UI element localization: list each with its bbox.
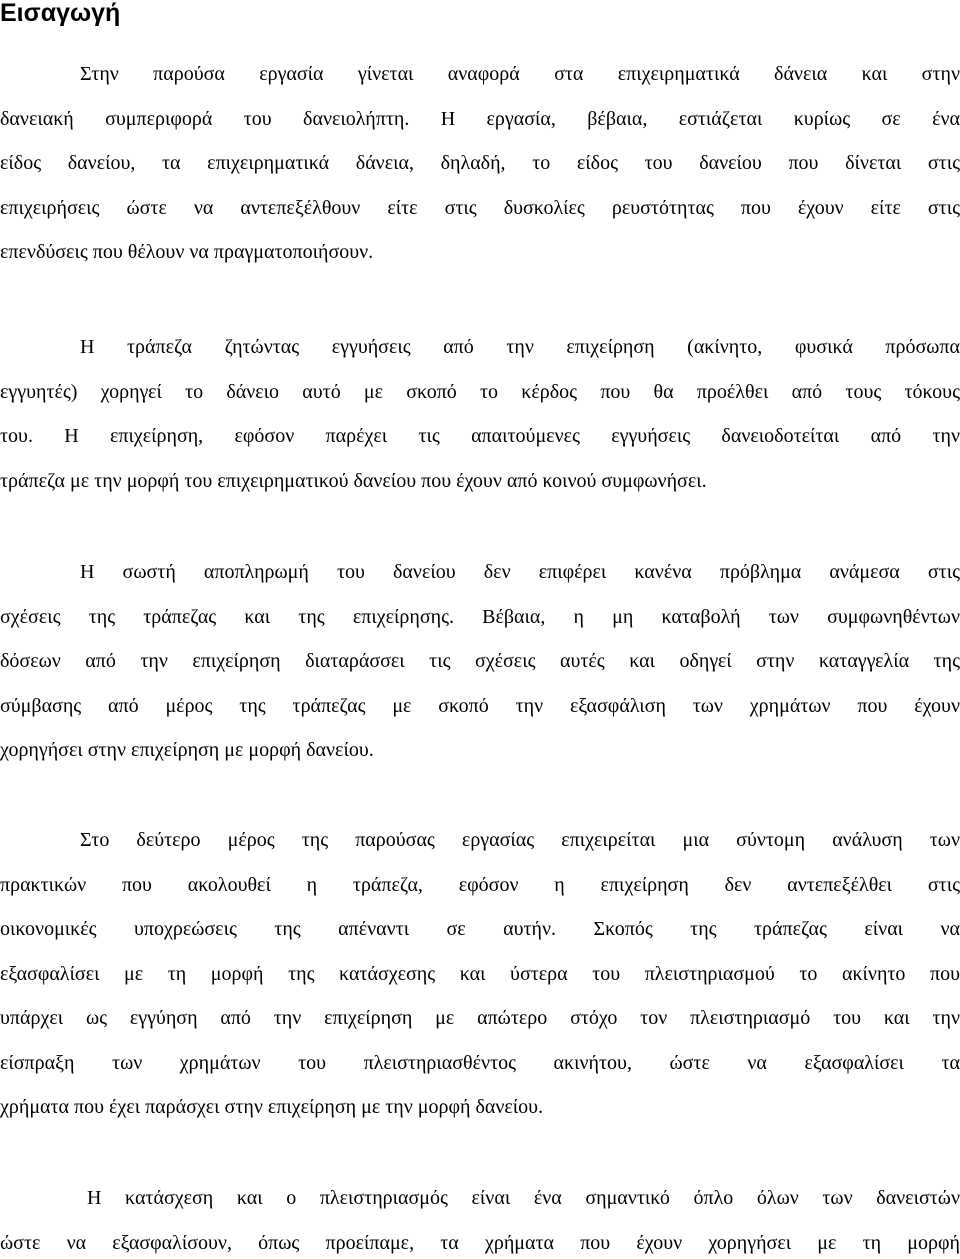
paragraph-3 (0, 550, 960, 773)
paragraph-5 (0, 1176, 960, 1259)
paragraph-4 (0, 818, 960, 1130)
text-line: ώστε να εξασφαλίσουν, όπως προείπαμε, τα χρήματα που έχουν χορηγήσει με τη μορφή (0, 1231, 960, 1254)
text-line: Στην παρούσα εργασία γίνεται αναφορά στα επιχειρηματικά δάνεια και στην (80, 63, 960, 85)
text-line: Η κατάσχεση και ο πλειστηριασμός είναι ένα σημαντικό όπλο όλων των δανειστών (87, 1187, 960, 1209)
text-line: του. Η επιχείρηση, εφόσον παρέχει τις απαιτούμενες εγγυήσεις δανειοδοτείται από την (0, 425, 960, 447)
text-line: οικονομικές υποχρεώσεις της απέναντι σε αυτήν. Σκοπός της τράπεζας είναι να (0, 918, 960, 940)
text-line: επιχειρήσεις ώστε να αντεπεξέλθουν είτε στις δυσκολίες ρευστότητας που έχουν είτε στις (0, 196, 960, 219)
text-line: σύμβασης από μέρος της τράπεζας με σκοπό την εξασφάλιση των χρημάτων που έχουν (0, 694, 960, 717)
text-line: πρακτικών που ακολουθεί η τράπεζα, εφόσον η επιχείρηση δεν αντεπεξέλθει στις (0, 873, 960, 896)
text-line: επενδύσεις που θέλουν να πραγματοποιήσουν. (0, 241, 374, 263)
section-heading: Εισαγωγή (0, 0, 121, 27)
text-line: είδος δανείου, τα επιχειρηματικά δάνεια, δηλαδή, το είδος του δανείου που δίνεται στις (0, 152, 960, 174)
paragraph-2 (0, 325, 960, 503)
paragraph-1 (0, 52, 960, 275)
text-line: χορηγήσει στην επιχείρηση με μορφή δανείου. (0, 739, 374, 761)
text-line: υπάρχει ως εγγύηση από την επιχείρηση με απώτερο στόχο τον πλειστηριασμό του και την (0, 1007, 960, 1029)
text-line: Στο δεύτερο μέρος της παρούσας εργασίας επιχειρείται μια σύντομη ανάλυση των (80, 829, 960, 851)
text-line: δόσεων από την επιχείρηση διαταράσσει τις σχέσεις αυτές και οδηγεί στην καταγγελία της (0, 650, 960, 672)
text-line: τράπεζα με την μορφή του επιχειρηματικού δανείου που έχουν από κοινού συμφωνήσει. (0, 469, 707, 492)
text-line: εγγυητές) χορηγεί το δάνειο αυτό με σκοπό το κέρδος που θα προέλθει από τους τόκους (0, 380, 960, 403)
text-line: σχέσεις της τράπεζας και της επιχείρησης. Βέβαια, η μη καταβολή των συμφωνηθέντων (0, 605, 960, 628)
text-line: Η σωστή αποπληρωμή του δανείου δεν επιφέρει κανένα πρόβλημα ανάμεσα στις (80, 561, 960, 583)
text-line: Η τράπεζα ζητώντας εγγυήσεις από την επιχείρηση (ακίνητο, φυσικά πρόσωπα (80, 336, 960, 358)
text-line: εξασφαλίσει με τη μορφή της κατάσχεσης και ύστερα του πλειστηριασμού το ακίνητο που (0, 962, 960, 985)
text-line: δανειακή συμπεριφορά του δανειολήπτη. Η εργασία, βέβαια, εστιάζεται κυρίως σε ένα (0, 107, 960, 130)
text-line: είσπραξη των χρημάτων του πλειστηριασθέντος ακινήτου, ώστε να εξασφαλίσει τα (0, 1051, 960, 1074)
text-line: χρήματα που έχει παράσχει στην επιχείρηση με την μορφή δανείου. (0, 1096, 544, 1118)
